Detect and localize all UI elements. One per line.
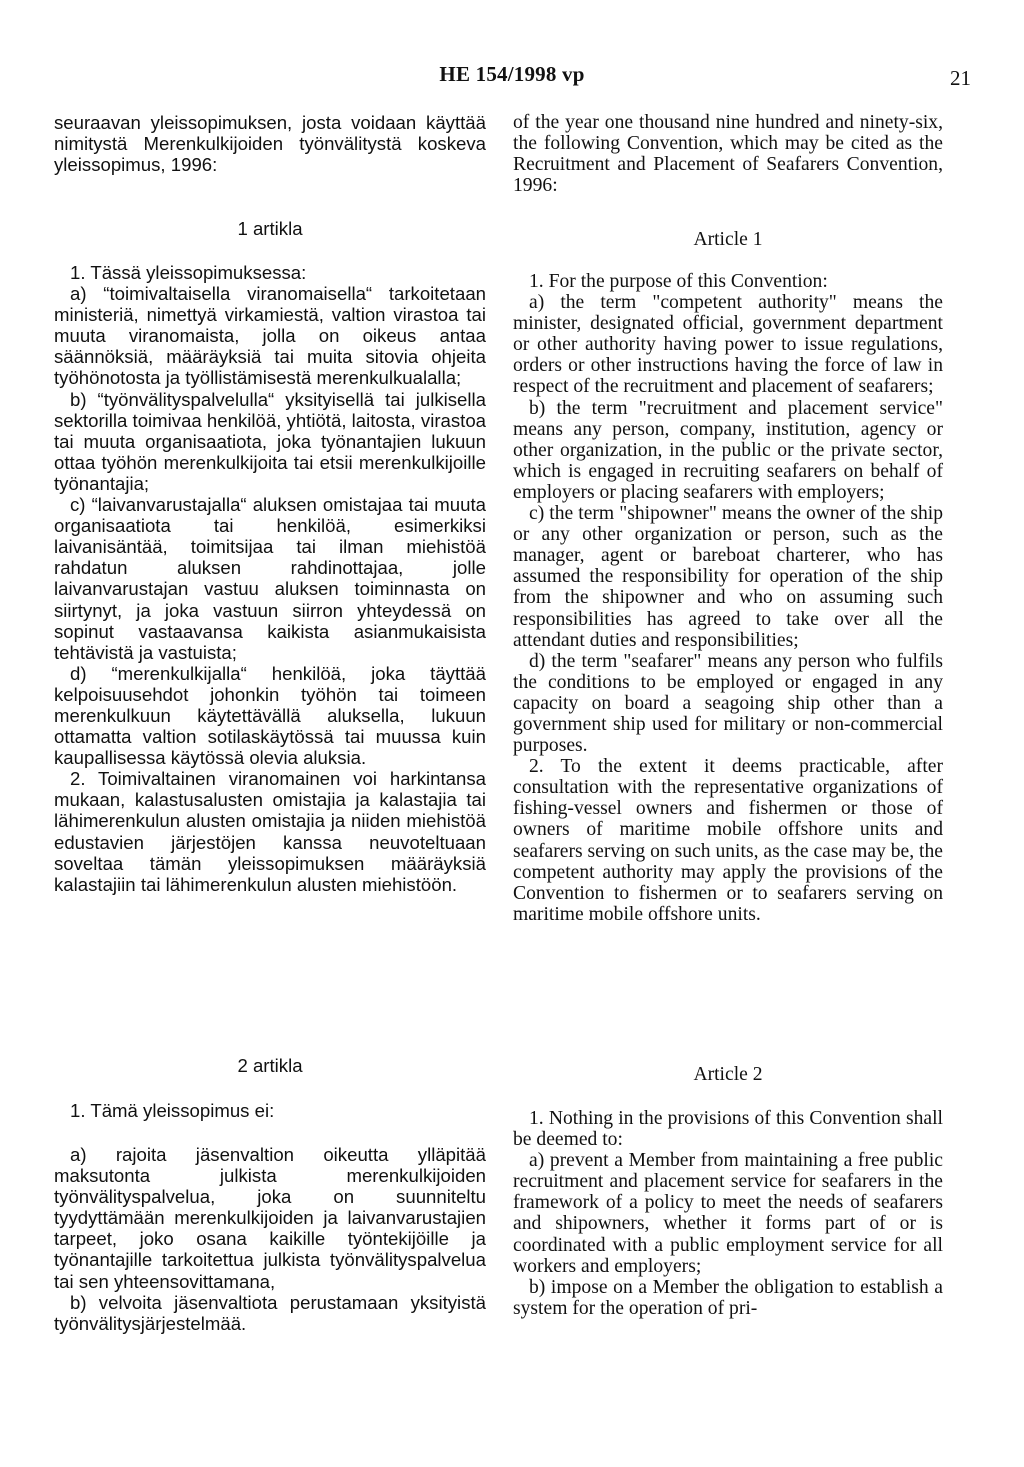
- finnish-article2-lead-block: [54, 1100, 486, 1121]
- document-reference: HE 154/1998 vp: [439, 62, 585, 86]
- finnish-article2-body: [54, 1144, 486, 1334]
- finnish-article2-lead: 1. Tämä yleissopimus ei:: [70, 1100, 275, 1121]
- english-article2-paragraph: 1. Nothing in the provisions of this Convention shall be deemed to:: [513, 1108, 943, 1151]
- english-article1-heading: Article 1: [693, 229, 763, 250]
- english-article2-paragraph: b) impose on a Member the obligation to establish a system for the operation of pri-: [513, 1276, 943, 1319]
- finnish-article1-paragraph: 2. Toimivaltainen viranomainen voi harkintansa mukaan, kalastusalusten omistajia ja kalastajia tai lähimerenkulun alusten omistajia ja niiden miehistöä edustavien järjestöjen kanssa neuvoteltuaan soveltaa tämän yleissopimuksen määräyksiä kalastajiin tai lähimerenkulun alusten miehistöön.: [54, 768, 486, 895]
- finnish-intro-block: [54, 112, 486, 175]
- english-article2-paragraph: a) prevent a Member from maintaining a free public recruitment and placement service for seafarers in the framework of a policy to meet the needs of seafarers and shipowners, whether it forms part of or is coordinated with a public employment service for all workers and employers;: [513, 1150, 943, 1277]
- finnish-article1-paragraph: c) “laivanvarustajalla“ aluksen omistajaa tai muuta organisaatiota tai henkilöä, esimerkiksi laivanisäntää, toimitsijaa tai ilman miehistöä rahdatun aluksen rahdinottajaa, jolle laivanvarustajan vastuu aluksen toiminnasta on siirtynyt, ja joka vastuun siirron yhteydessä on sopinut vastaavansa kaikista asianmukaisista tehtävistä ja vastuista;: [54, 494, 486, 663]
- english-article1-paragraph: a) the term "competent authority" means the minister, designated official, government department or other authority having power to issue regulations, orders or other instructions having the force of law in respect of the recruitment and placement of seafarers;: [513, 292, 943, 398]
- finnish-article1-paragraph: b) “työnvälityspalvelulla“ yksityisellä tai julkisella sektorilla toimivaa henkilöä, yhtiötä, laitosta, virastoa tai muuta organisaatiota, joka työnantajien lukuun ottaa työhön merenkulkijoita tai etsii merenkulkijoille työnantajia;: [54, 388, 486, 494]
- page-number: 21: [950, 66, 971, 90]
- finnish-article1-paragraph: d) “merenkulkijalla“ henkilöä, joka täyttää kelpoisuusehdot johonkin työhön tai toimeen merenkulkuun käytettävällä aluksella, lukuun ottamatta valtion sotilaskäytössä tai muussa kuin kaupallisessa käytössä olevia aluksia.: [54, 662, 486, 769]
- finnish-article1-heading-block: [54, 218, 486, 239]
- english-article1-paragraph: c) the term "shipowner" means the owner of the ship or any other organization or person, such as the manager, agent or bareboat charterer, who has assumed the responsibility for operation of the ship from the shipowner and who on assuming such responsibilities has agreed to take over all the attendant duties and responsibilities;: [513, 503, 943, 651]
- finnish-article2-paragraph: a) rajoita jäsenvaltion oikeutta ylläpitää maksutonta julkista merenkulkijoiden työnvälityspalvelua, joka on suunniteltu tyydyttämään merenkulkijoiden ja laivanvarustajien tarpeet, joko osana kaikille työntekijöille ja työnantajille tarkoitettua julkista työnvälityspalvelua tai sen yhteensovittamana,: [54, 1144, 486, 1292]
- finnish-article2-heading: 2 artikla: [237, 1055, 303, 1076]
- english-article1-paragraph: d) the term "seafarer" means any person who fulfils the conditions to be employed or engaged in any capacity on board a seagoing ship other than a government ship used for military or non-commercial purposes.: [513, 650, 943, 757]
- english-intro-block: [513, 112, 943, 196]
- english-intro: of the year one thousand nine hundred and ninety-six, the following Convention, which may be cited as the Recruitment and Placement of Seafarers Convention, 1996:: [513, 112, 943, 197]
- finnish-article2-paragraph: b) velvoita jäsenvaltiota perustamaan yksityistä työnvälitysjärjestelmää.: [54, 1291, 486, 1334]
- english-article1-heading-block: [513, 229, 943, 250]
- english-article2-body: [513, 1108, 943, 1319]
- finnish-article1-body: [54, 262, 486, 895]
- english-article1-paragraph: 1. For the purpose of this Convention:: [529, 271, 828, 292]
- english-article1-body: [513, 271, 943, 925]
- finnish-article2-heading-block: [54, 1055, 486, 1076]
- finnish-article1-heading: 1 artikla: [237, 218, 303, 239]
- english-article1-paragraph: b) the term "recruitment and placement service" means any person, company, institution, agency or other organization, in the public or the private sector, which is engaged in recruiting seafarers on behalf of employers or placing seafarers with employers;: [513, 397, 943, 503]
- finnish-article1-paragraph: 1. Tässä yleissopimuksessa:: [70, 262, 307, 283]
- english-article1-paragraph: 2. To the extent it deems practicable, after consultation with the representative organizations of fishing-vessel owners and fishermen or those of owners of maritime mobile offshore units and seafarers serving on such units, as the case may be, the competent authority may apply the provisions of the Convention to fishermen or to seafarers serving on maritime mobile offshore units.: [513, 756, 943, 925]
- english-article2-heading-block: [513, 1064, 943, 1085]
- finnish-article1-paragraph: a) “toimivaltaisella viranomaisella“ tarkoitetaan ministeriä, nimettyä virkamiestä, valtion virastoa tai muuta viranomaista, jolla on oikeus antaa säännöksiä, määräyksiä tai muita sitovia ohjeita työhönotosta ja työllistämisestä merenkulkualalla;: [54, 283, 486, 389]
- english-article2-heading: Article 2: [693, 1064, 763, 1085]
- finnish-intro: seuraavan yleissopimuksen, josta voidaan käyttää nimitystä Merenkulkijoiden työnvälitystä koskeva yleissopimus, 1996:: [54, 112, 486, 176]
